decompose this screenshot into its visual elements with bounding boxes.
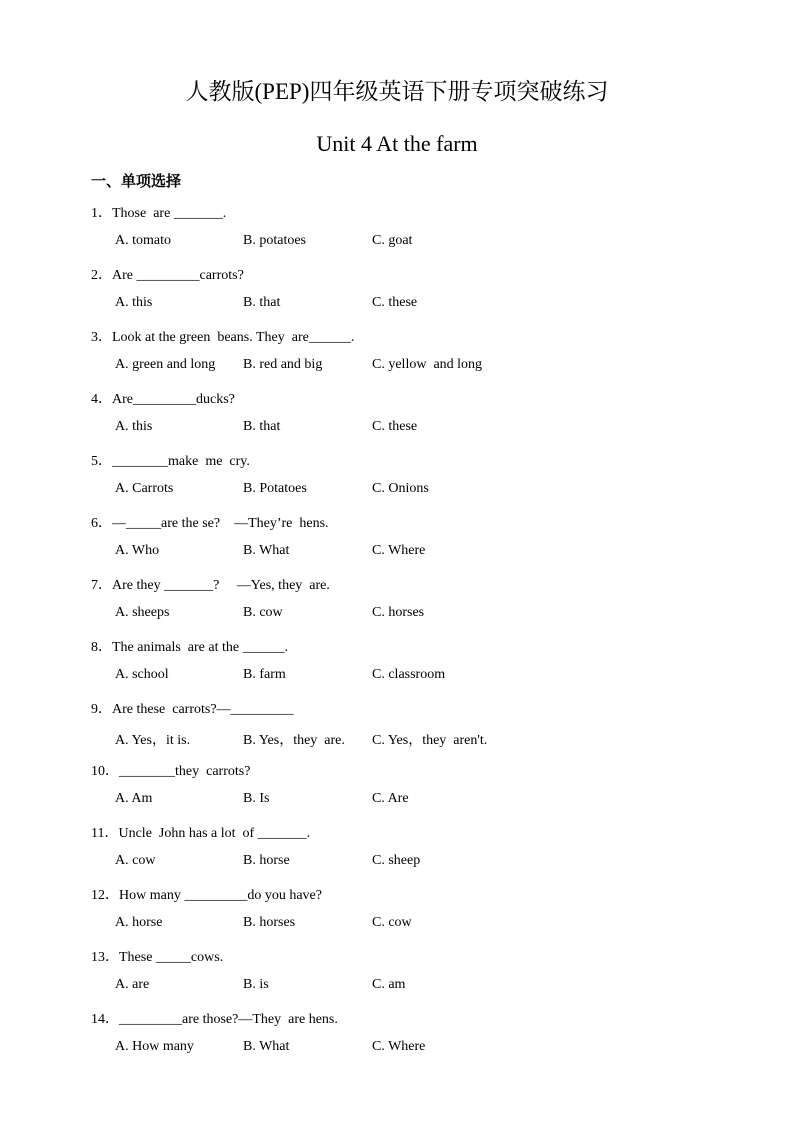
question-8 (0, 634, 794, 696)
question-stem: 7．Are they _______? —Yes, they are. (91, 578, 330, 593)
option-b: B. that (243, 295, 281, 310)
option-c: C. these (372, 295, 418, 310)
option-b: B. What (243, 543, 290, 558)
option-a: A. green and long (115, 357, 216, 372)
question-3 (0, 324, 794, 386)
question-stem: 11．Uncle John has a lot of _______. (91, 826, 311, 841)
question-6 (0, 510, 794, 572)
option-b: B. farm (243, 667, 286, 682)
question-stem: 8．The animals are at the ______. (91, 640, 289, 655)
question-stem: 2．Are _________carrots? (91, 268, 244, 283)
option-a: A. Who (115, 543, 160, 558)
option-c: C. Where (372, 543, 426, 558)
option-b: B. Is (243, 791, 270, 806)
question-stem: 4．Are_________ducks? (91, 392, 235, 407)
question-stem: 13．These _____cows. (91, 950, 224, 965)
question-stem: 9．Are these carrots?—_________ (91, 702, 294, 717)
unit-title: Unit 4 At the farm (316, 131, 478, 156)
option-a: A. sheeps (115, 605, 170, 620)
option-c: C. Where (372, 1039, 426, 1054)
question-9 (0, 696, 794, 758)
option-b: B. red and big (243, 357, 323, 372)
option-b: B. horses (243, 915, 296, 930)
option-a: A. How many (115, 1039, 194, 1054)
option-a: A. school (115, 667, 169, 682)
option-a: A. this (115, 295, 153, 310)
option-c: C. horses (372, 605, 425, 620)
option-a: A. are (115, 977, 150, 992)
option-a: A. cow (115, 853, 156, 868)
question-14 (0, 1006, 794, 1068)
option-b: B. that (243, 419, 281, 434)
option-a: A. Carrots (115, 481, 174, 496)
question-stem: 10．________they carrots? (91, 764, 251, 779)
question-7 (0, 572, 794, 634)
option-b: B. Potatoes (243, 481, 307, 496)
option-c: C. goat (372, 233, 413, 248)
question-stem: 3．Look at the green beans. They are______. (91, 330, 355, 345)
question-stem: 6．—_____are the se? —They’re hens. (91, 516, 329, 531)
option-c: C. yellow and long (372, 357, 483, 372)
question-2 (0, 262, 794, 324)
question-list (0, 200, 794, 1068)
page-title: 人教版(PEP)四年级英语下册专项突破练习 (185, 79, 609, 104)
question-stem: 1．Those are _______. (91, 206, 227, 221)
option-a: A. horse (115, 915, 163, 930)
question-4 (0, 386, 794, 448)
option-a: A. tomato (115, 233, 171, 248)
question-1 (0, 200, 794, 262)
option-c: C. Are (372, 791, 409, 806)
option-c: C. am (372, 977, 406, 992)
option-c: C. classroom (372, 667, 446, 682)
question-stem: 14．_________are those?—They are hens. (91, 1012, 338, 1027)
question-12 (0, 882, 794, 944)
option-a: A. this (115, 419, 153, 434)
question-11 (0, 820, 794, 882)
option-a: A. Am (115, 791, 153, 806)
option-c: C. cow (372, 915, 412, 930)
option-c: C. these (372, 419, 418, 434)
section-heading: 一、单项选择 (91, 172, 182, 190)
option-b: B. potatoes (243, 233, 306, 248)
option-b: B. What (243, 1039, 290, 1054)
option-a: A. Yes，it is. (115, 733, 191, 748)
question-10 (0, 758, 794, 820)
question-stem: 5．________make me cry. (91, 454, 250, 469)
option-b: B. Yes，they are. (243, 733, 345, 748)
option-c: C. sheep (372, 853, 421, 868)
option-b: B. cow (243, 605, 283, 620)
question-5 (0, 448, 794, 510)
question-stem: 12．How many _________do you have? (91, 888, 322, 903)
question-13 (0, 944, 794, 1006)
option-b: B. is (243, 977, 269, 992)
option-c: C. Onions (372, 481, 429, 496)
option-c: C. Yes，they aren't. (372, 733, 488, 748)
option-b: B. horse (243, 853, 290, 868)
